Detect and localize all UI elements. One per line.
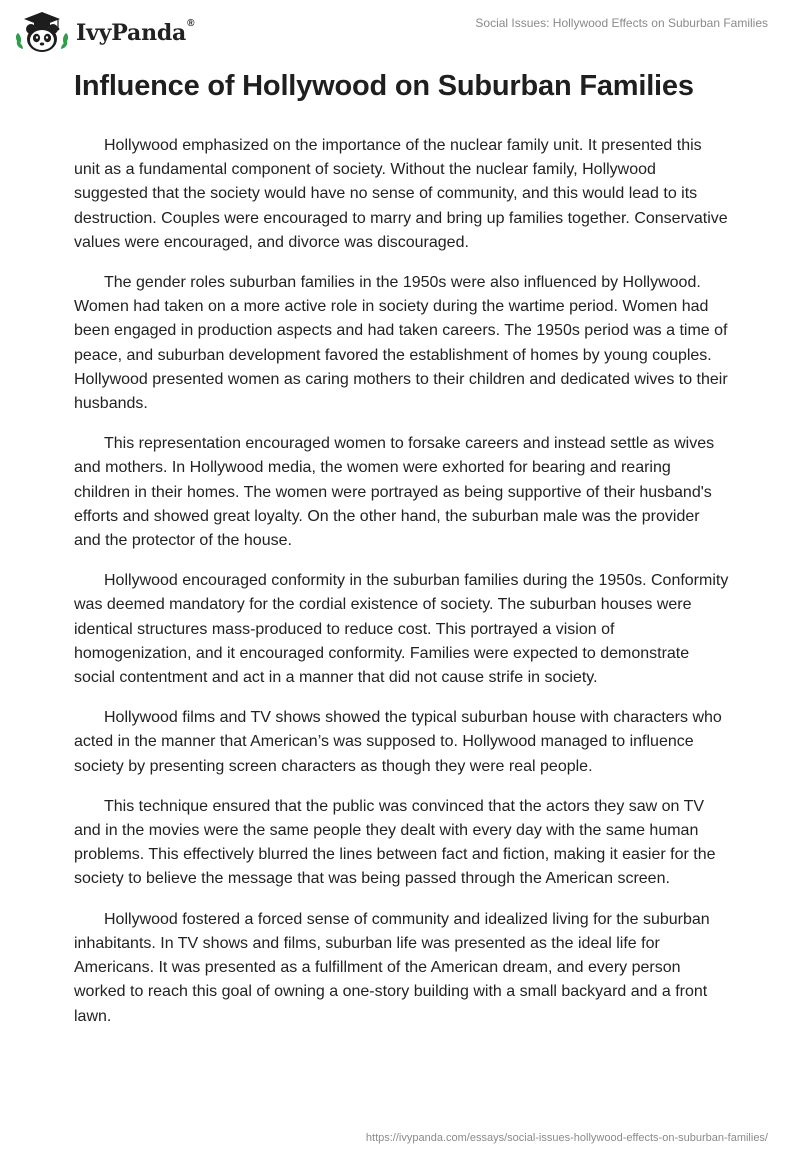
paragraph: The gender roles suburban families in the 1950s were also influenced by Hollywood. Women had taken on a more active role in society during the wartime period. Women had been engaged in production aspects and had taken careers. The 1950s period was a time of peace, and suburban development favored the establishment of homes by young couples. Hollywood presented women as caring mothers to their children and dedicated wives to their husbands. [74,274,728,413]
paragraph: Hollywood fostered a forced sense of community and idealized living for the suburban inhabitants. In TV shows and films, suburban life was presented as the ideal life for Americans. It was presented as a fulfillment of the American dream, and every person worked to reach this goal of owning a one-story building with a small backyard and a front lawn. [74,910,710,1025]
panda-graduate-icon [14,8,70,58]
paragraph: Hollywood emphasized on the importance of the nuclear family unit. It presented this unit as a fundamental component of society. Without the nuclear family, Hollywood suggested that the society would have no sense of community, and this would lead to its destruction. Couples were encouraged to marry and bring up families together. Conservative values were encouraged, and divorce was discouraged. [74,137,728,251]
page-title: Influence of Hollywood on Suburban Families [74,70,694,102]
paragraph: This representation encouraged women to forsake careers and instead settle as wives and mothers. In Hollywood media, the women were exhorted for bearing and rearing children in their homes. The women were portrayed as being supportive of their husband's efforts and showed great loyalty. On the other hand, the suburban male was the provider and the protector of the house. [74,435,715,550]
brand-name: IvyPanda® [76,18,195,46]
ivypanda-logo[interactable] [14,8,194,58]
paragraph: Hollywood films and TV shows showed the typical suburban house with characters who acted in the manner that American’s was supposed to. Hollywood managed to influence society by presenting screen characters as though they were real people. [74,709,722,775]
page-header [0,0,800,64]
article-body [74,134,730,1045]
paragraph: This technique ensured that the public was convinced that the actors they saw on TV and in the movies were the same people they dealt with every day with the same human problems. This effectively blurred the lines between fact and fiction, making it easier for the society to believe the message that was being passed through the American screen. [74,797,716,888]
document-title: Social Issues: Hollywood Effects on Suburban Families [475,16,768,30]
registered-mark: ® [187,18,195,29]
source-url[interactable]: https://ivypanda.com/essays/social-issues-hollywood-effects-on-suburban-families/ [365,1132,768,1144]
paragraph: Hollywood encouraged conformity in the suburban families during the 1950s. Conformity was deemed mandatory for the cordial existence of society. The suburban houses were identical structures mass-produced to reduce cost. This portrayed a vision of homogenization, and it encouraged conformity. Families were expected to demonstrate social contentment and act in a manner that did not cause strife in society. [74,572,729,687]
